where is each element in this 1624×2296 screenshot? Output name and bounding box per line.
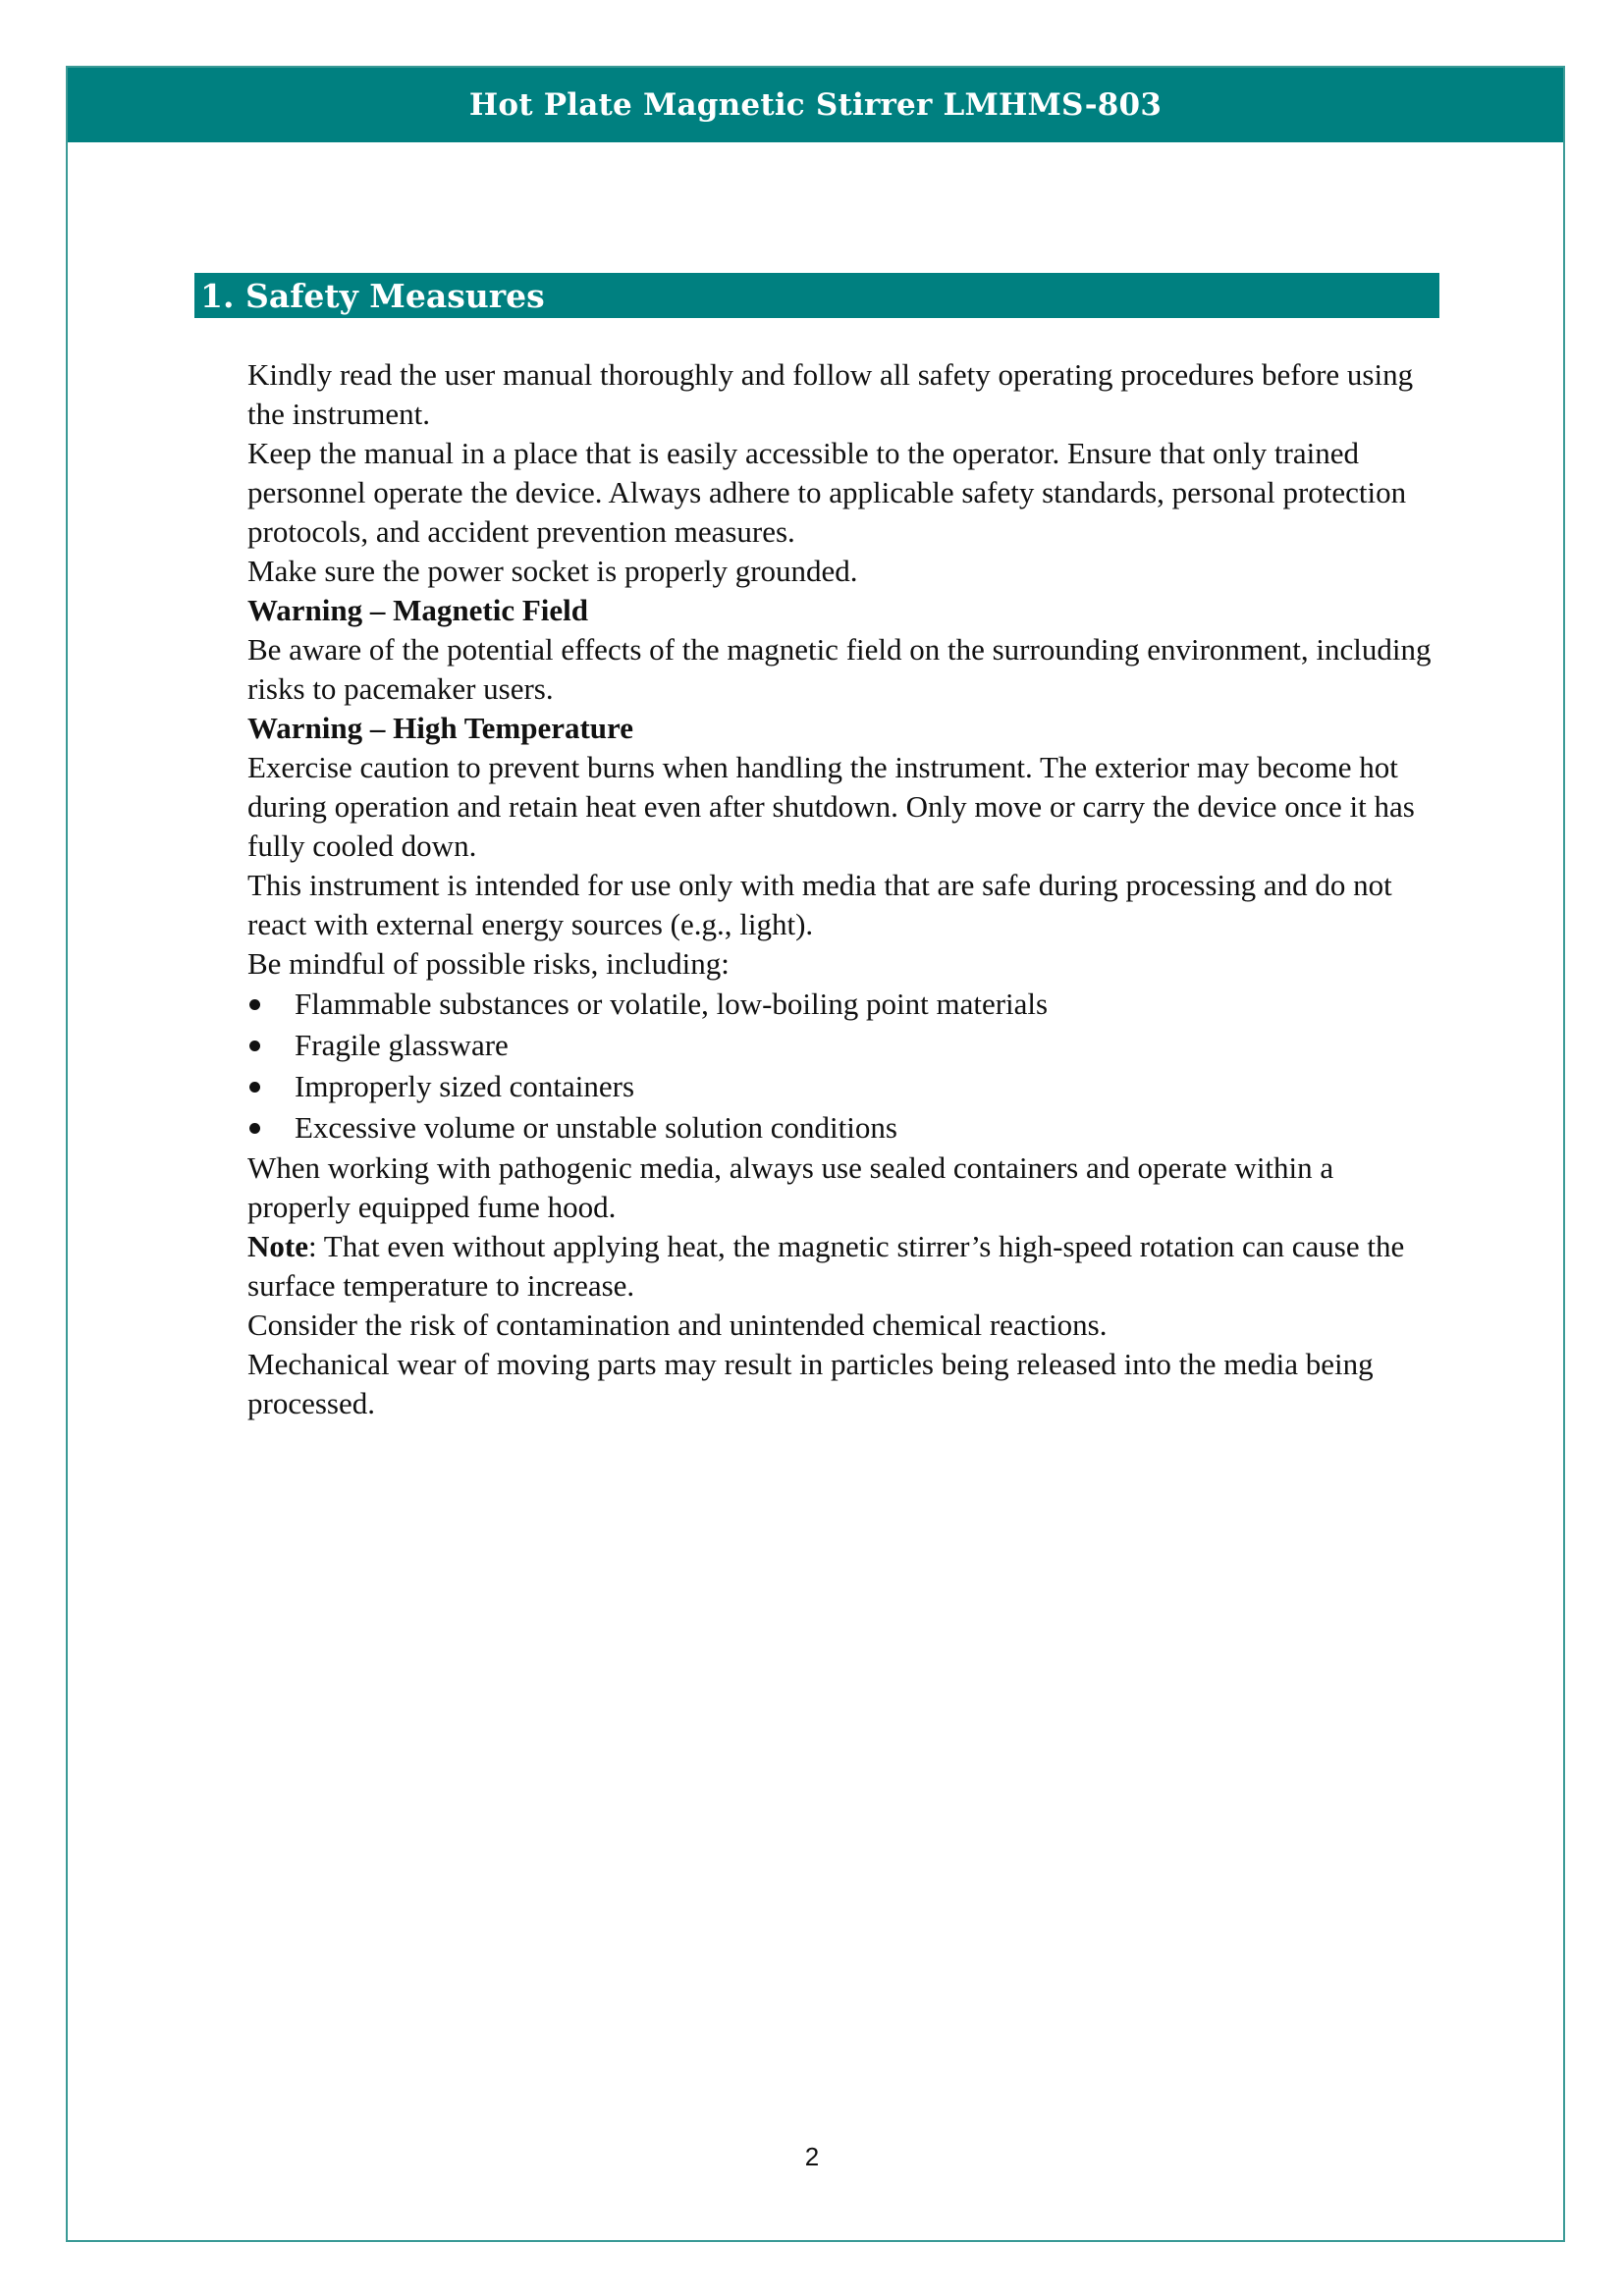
bullet-icon: [249, 1041, 260, 1051]
risks-intro: Be mindful of possible risks, including:: [247, 946, 730, 981]
list-item: [247, 984, 1435, 1025]
list-item: [247, 1066, 1435, 1107]
paragraph-keep-manual: Keep the manual in a place that is easily accessible to the operator. Ensure that only trained personnel operate the device. Always adhere to applicable safety standards, personal protection protocols, and accident prevention measures.: [247, 436, 1407, 549]
bullet-icon: [249, 1123, 260, 1134]
note-paragraph: [247, 1227, 1435, 1306]
header-bar: [68, 68, 1563, 142]
warning-magnetic-text: Be aware of the potential effects of the magnetic field on the surrounding environment, including risks to pacemaker users.: [247, 632, 1432, 706]
page-number: 2: [804, 2142, 820, 2171]
risk-text: Flammable substances or volatile, low-boiling point materials: [295, 987, 1049, 1021]
paragraph-read-manual: Kindly read the user manual thoroughly and follow all safety operating procedures before using the instrument.: [247, 357, 1414, 431]
paragraph-contamination: Consider the risk of contamination and unintended chemical reactions.: [247, 1308, 1108, 1342]
risk-text: Excessive volume or unstable solution conditions: [295, 1110, 897, 1145]
warning-magnetic-title: Warning – Magnetic Field: [247, 593, 589, 627]
bullet-icon: [249, 999, 260, 1010]
risks-list: [247, 984, 1435, 1148]
bullet-icon: [249, 1082, 260, 1093]
warning-temperature-text: Exercise caution to prevent burns when handling the instrument. The exterior may become hot during operation and retain heat even after shutdown. Only move or carry the device once it has fully cooled down.: [247, 750, 1415, 863]
risk-text: Fragile glassware: [295, 1028, 509, 1062]
note-label: Note: [247, 1229, 308, 1263]
section-heading: [194, 273, 1439, 318]
section-number: 1.: [200, 276, 235, 315]
list-item: [247, 1107, 1435, 1148]
section-title: Safety Measures: [245, 276, 545, 315]
warning-temperature-title: Warning – High Temperature: [247, 711, 633, 745]
list-item: [247, 1025, 1435, 1066]
paragraph-media: This instrument is intended for use only with media that are safe during processing and do not react with external energy sources (e.g., light).: [247, 868, 1392, 941]
paragraph-pathogenic: When working with pathogenic media, always use sealed containers and operate within a properly equipped fume hood.: [247, 1150, 1334, 1224]
risk-text: Improperly sized containers: [295, 1069, 635, 1103]
note-text: : That even without applying heat, the magnetic stirrer’s high-speed rotation can cause the surface temperature to increase.: [247, 1229, 1405, 1303]
paragraph-wear: Mechanical wear of moving parts may result in particles being released into the media being processed.: [247, 1347, 1374, 1420]
paragraph-grounding: Make sure the power socket is properly grounded.: [247, 554, 858, 588]
document-title: Hot Plate Magnetic Stirrer LMHMS-803: [468, 87, 1163, 123]
section-body: [247, 355, 1435, 1423]
